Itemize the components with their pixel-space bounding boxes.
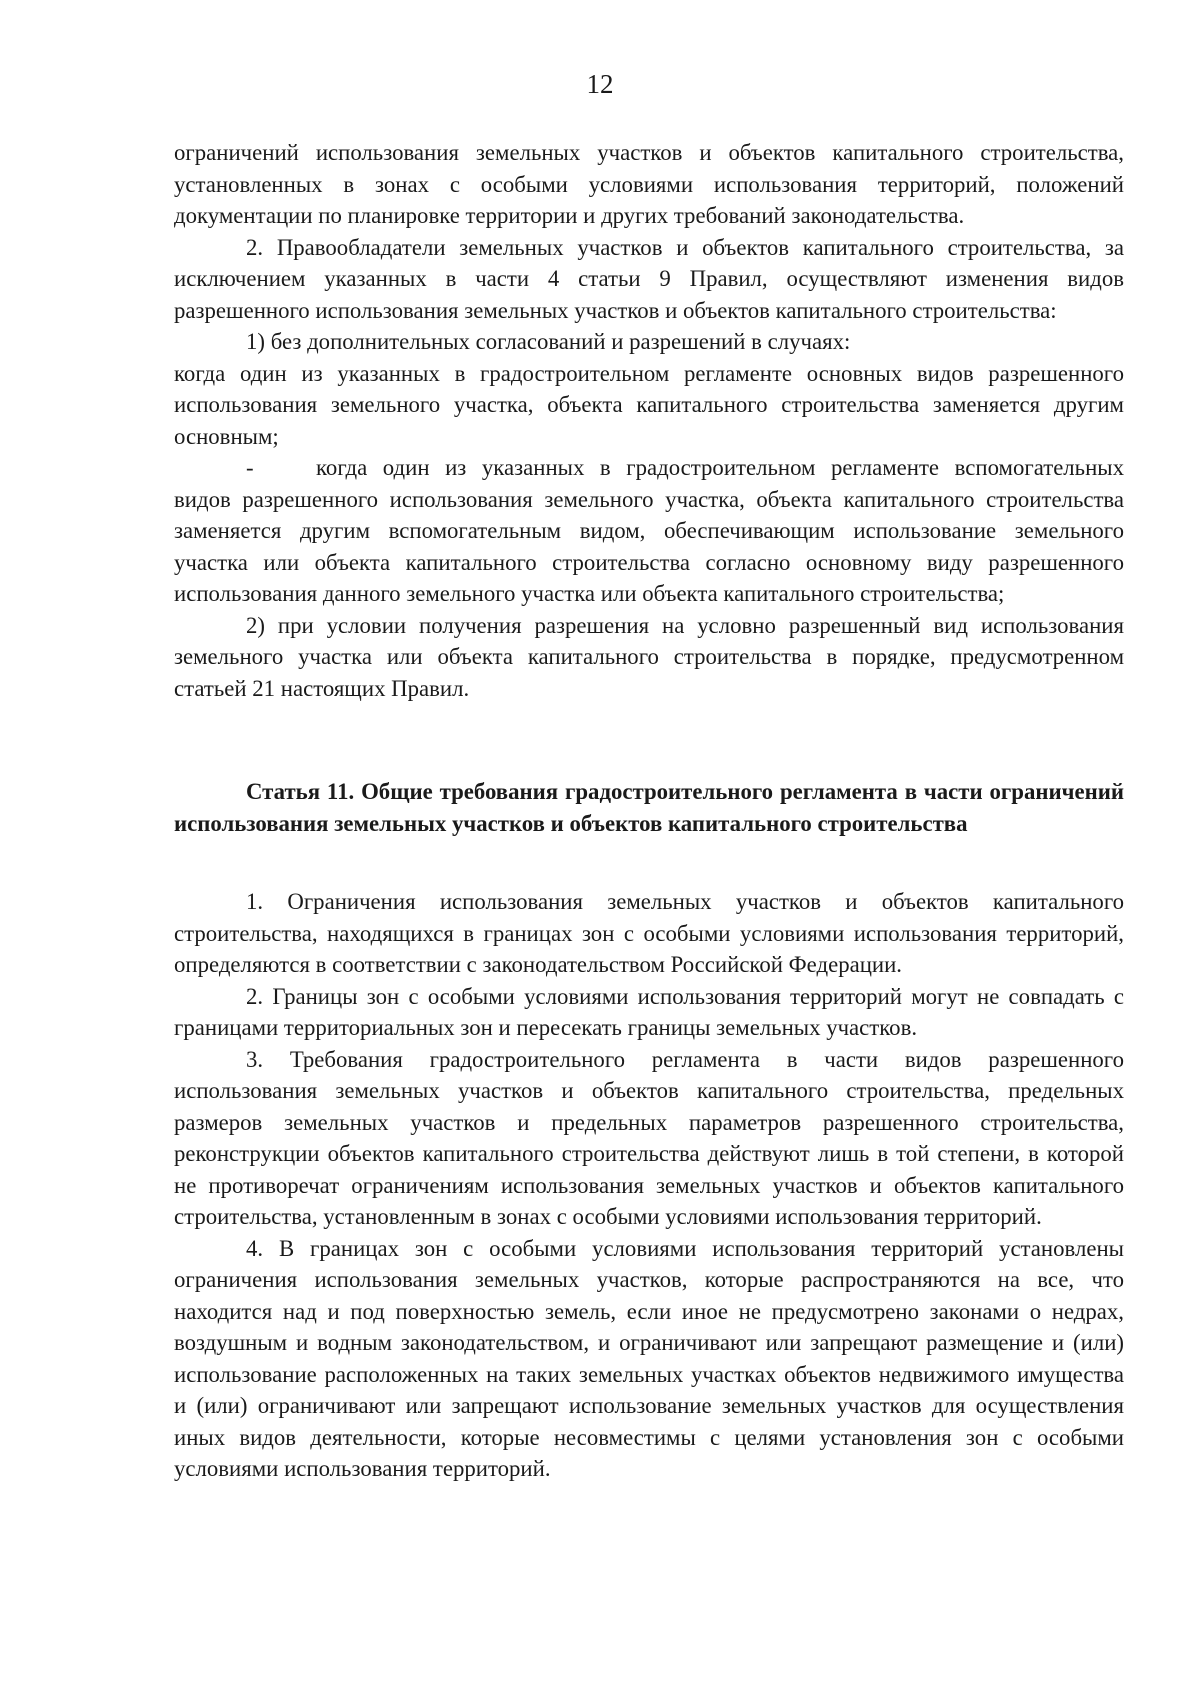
article-11-paragraph-2: 2. Границы зон с особыми условиями использования территорий могут не совпадать с границами территориальных зон и пересекать границы земельных участков. <box>174 983 1124 1040</box>
list-item-2: 2) при условии получения разрешения на условно разрешенный вид использования земельного участка или объекта капитального строительства в порядке, предусмотренном статьей 21 настоящих Правил. <box>174 612 1124 701</box>
list-subitem-a: когда один из указанных в градостроительном регламенте основных видов разрешенного использования земельного участка, объекта капитального строительства заменяется другим основным; <box>174 360 1124 449</box>
list-subitem-b-first-line <box>174 452 1124 484</box>
section-text-continued <box>174 137 1124 704</box>
list-subitem-b: видов разрешенного использования земельного участка, объекта капитального строительства заменяется другим вспомогательным видом, обеспечивающим использование земельного участка или объекта капитального строительства согласно основному виду разрешенного использования данного земельного участка или объекта капитального строительства; <box>174 486 1124 606</box>
list-subitem-b-lead: когда один из указанных в градостроительном регламенте вспомогательных <box>316 455 1124 480</box>
page-number: 12 <box>586 69 614 99</box>
article-11-paragraph-3: 3. Требования градостроительного регламента в части видов разрешенного использования земельных участков и объектов капитального строительства, предельных размеров земельных участков и предельных параметров разрешенного строительства, реконструкции объектов капитального строительства действуют лишь в той степени, в которой не противоречат ограничениям использования земельных участков и объектов капитального строительства, установленным в зонах с особыми условиями использования территорий. <box>174 1046 1124 1229</box>
article-heading: Статья 11. Общие требования градостроительного регламента в части ограничений использования земельных участков и объектов капитального строительства <box>174 779 1124 836</box>
dash-marker: - <box>246 455 254 480</box>
paragraph-continuation: ограничений использования земельных участков и объектов капитального строительства, установленных в зонах с особыми условиями использования территорий, положений документации по планировке территории и других требований законодательства. <box>174 140 1124 228</box>
article-11-paragraph-1: 1. Ограничения использования земельных участков и объектов капитального строительства, находящихся в границах зон с особыми условиями использования территорий, определяются в соответствии с законодательством Российской Федерации. <box>174 889 1124 977</box>
list-item-1: 1) без дополнительных согласований и разрешений в случаях: <box>246 329 851 354</box>
article-11-text <box>174 886 1124 1485</box>
article-11-paragraph-4: 4. В границах зон с особыми условиями использования территорий установлены ограничения использования земельных участков, которые распространяются на все, что находится над и под поверхностью земель, если иное не предусмотрено законами о недрах, воздушным и водным законодательством, и ограничивают или запрещают размещение и (или) использование расположенных на таких земельных участках объектов недвижимого имущества и (или) ограничивают или запрещают использование земельных участков для осуществления иных видов деятельности, которые несовместимы с целями установления зон с особыми условиями использования территорий. <box>174 1235 1124 1481</box>
paragraph-2: 2. Правообладатели земельных участков и объектов капитального строительства, за исключением указанных в части 4 статьи 9 Правил, осуществляют изменения видов разрешенного использования земельных участков и объектов капитального строительства: <box>174 234 1124 323</box>
